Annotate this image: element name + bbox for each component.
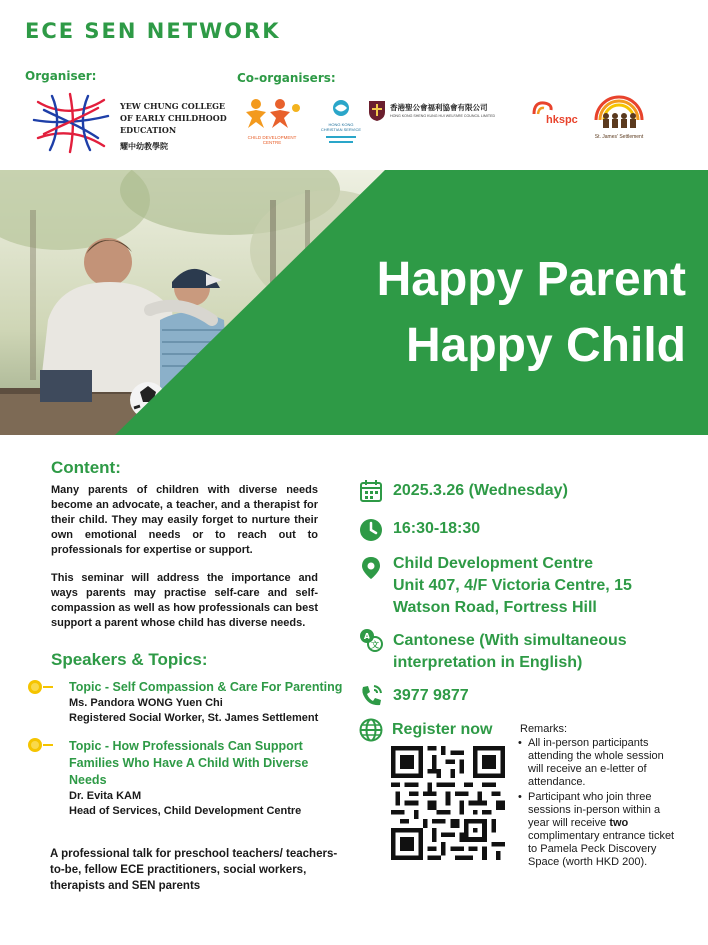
svg-text:文: 文 [371,640,379,650]
yew-chung-name-line2: OF EARLY CHILDHOOD [120,113,227,123]
hkcs-divider-2 [329,141,353,143]
translate-icon [359,628,383,652]
event-language [393,630,627,674]
st-james-rainbow-icon [590,92,648,130]
hkspc-label: hkspc [546,114,578,126]
hkspc-logo [530,100,586,128]
venue-line3: Watson Road, Fortress Hill [393,599,597,616]
remarks-item2-pre: Participant who join three sessions in-person within a year will receive [528,791,661,829]
yew-chung-name [120,100,230,136]
hero-banner [0,170,708,435]
registration-qr-code[interactable] [391,746,505,860]
event-venue [393,553,632,619]
speaker-1-role: Registered Social Worker, St. James Settlement [69,712,319,724]
coorganisers-label: Co-organisers: [237,71,336,85]
register-now-link[interactable]: Register now [392,721,493,738]
hkskh-logo [368,100,518,124]
event-title-line2: Happy Child [405,319,686,372]
phone-icon [359,684,383,708]
speaker-2-name: Dr. Evita KAM [69,790,142,802]
language-line1: Cantonese (With simultaneous [393,632,627,649]
event-title-line1: Happy Parent [376,253,686,306]
location-pin-icon [359,556,383,580]
network-title: ECE SEN NETWORK [25,19,281,43]
language-line2: interpretation in English) [393,654,583,671]
remarks-item [518,791,678,869]
calendar-icon [359,479,383,503]
hkcs-emblem-icon [318,98,364,118]
hkskh-english: HONG KONG SHENG KUNG HUI WELFARE COUNCIL LIMITED [390,114,496,118]
yew-chung-logo-icon [30,92,110,154]
content-paragraph-2: This seminar will address the importance and ways parents may practise self-care and self-compassion as well as how professionals can best support a parent whose child has diverse needs. [51,572,318,629]
globe-icon [359,718,383,742]
cdc-logo [240,96,304,146]
remarks-title: Remarks: [520,723,568,735]
yew-chung-name-line3: EDUCATION [120,125,177,135]
yew-chung-chinese-name: 耀中幼教學院 [120,141,168,151]
speaker-1-name: Ms. Pandora WONG Yuen Chi [69,697,223,709]
st-james-logo [590,92,648,142]
svg-text:A: A [363,632,371,641]
event-time: 16:30-18:30 [393,520,481,537]
hkskh-shield-icon [368,100,386,122]
content-heading: Content: [51,458,121,477]
hkcs-divider [326,136,356,138]
hkcs-logo [318,98,364,156]
venue-line1: Child Development Centre [393,555,594,572]
st-james-label: St. James' Settlement [594,134,644,140]
event-date: 2025.3.26 (Wednesday) [393,482,568,499]
cdc-label: CHILD DEVELOPMENT CENTRE [247,135,297,145]
sun-bullet-icon [26,735,54,755]
yew-chung-name-line1: YEW CHUNG COLLEGE [120,101,226,111]
hkcs-label: HONG KONG CHRISTIAN SERVICE [320,122,362,132]
remarks-item: • All in-person participants attending the whole session will receive an e-letter of attendance. [518,737,678,789]
remarks-item2-post: complimentary entrance ticket to Pamela Peck Discovery Space (worth HKD 200). [528,830,675,868]
remarks-item2-bold: two [609,817,629,829]
venue-line2: Unit 407, 4/F Victoria Centre, 15 [393,577,632,594]
sun-bullet-icon [26,677,54,697]
hkskh-chinese: 香港聖公會福利協會有限公司 [390,103,488,112]
speakers-heading: Speakers & Topics: [51,650,208,669]
speaker-2-role: Head of Services, Child Development Centre [69,805,302,817]
audience-text: A professional talk for preschool teachers/ teachers-to-be, fellow ECE practitioners, social workers, therapists and SEN parents [50,848,338,892]
clock-icon [359,518,383,542]
cdc-figures-icon [240,96,304,130]
topic-1-title: Topic - Self Compassion & Care For Parenting [69,680,343,694]
remarks-list [518,737,678,871]
event-phone[interactable]: 3977 9877 [393,687,469,704]
organiser-label: Organiser: [25,69,97,83]
topic-2-title: Topic - How Professionals Can Support Families Who Have A Child With Diverse Needs [69,739,309,787]
content-paragraph-1: Many parents of children with diverse needs become an advocate, a teacher, and a therapist for their child. They may easily forget to nurture their own emotional needs or to reach out to professionals for expertise or support. [51,484,318,556]
